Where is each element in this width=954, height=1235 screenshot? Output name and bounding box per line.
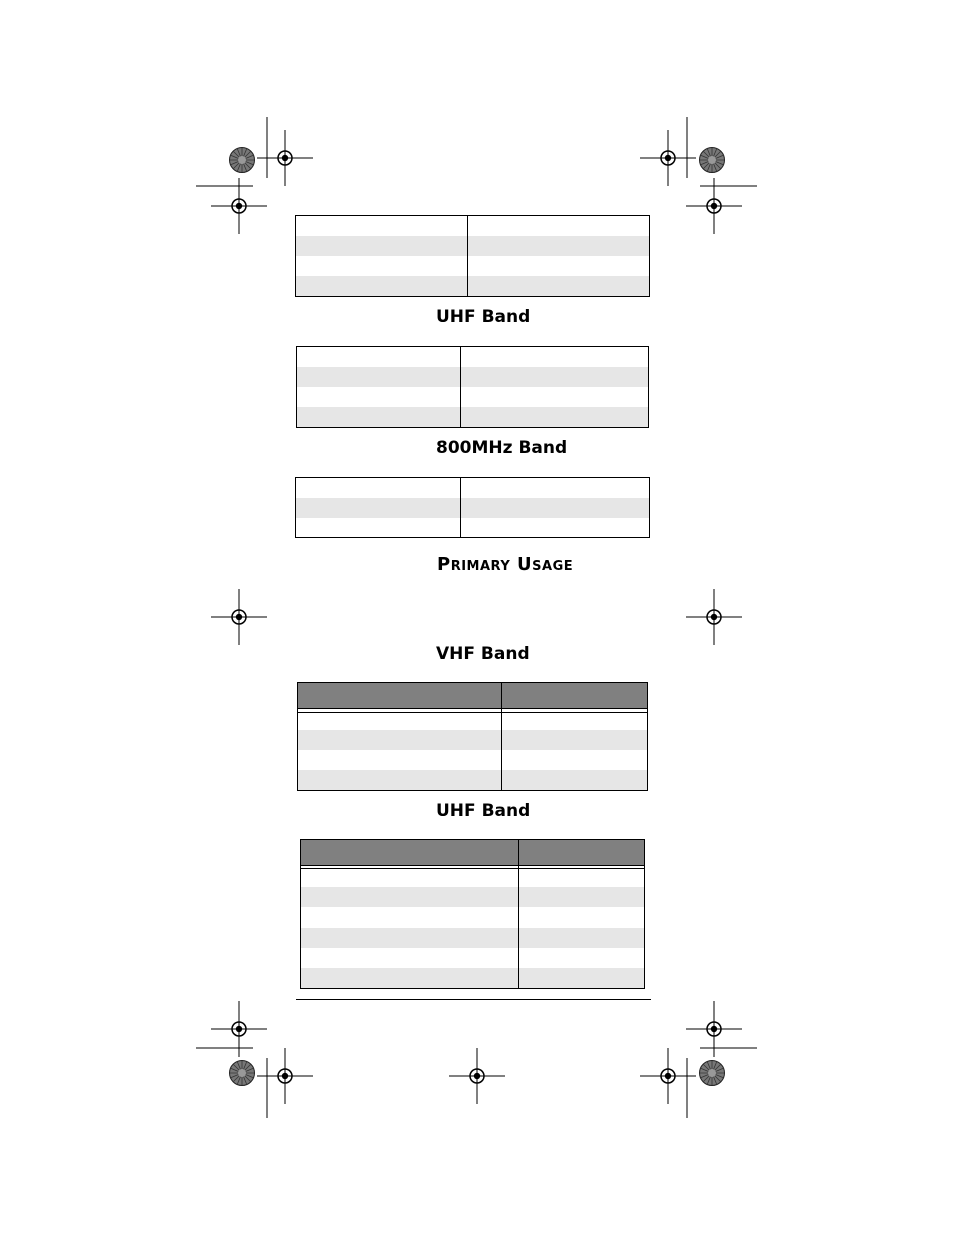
footer-rule: [296, 999, 651, 1000]
table-row: [301, 968, 644, 988]
primary-usage-p: P: [437, 554, 451, 575]
color-wheel-icon: [230, 148, 255, 173]
table-row: [296, 498, 649, 518]
registration-mark-icon: [257, 1048, 313, 1104]
header-rule: [298, 712, 647, 713]
table-row: [298, 730, 647, 750]
primary-usage-rimary: RIMARY: [450, 559, 511, 574]
column-divider: [467, 216, 468, 296]
registration-mark-icon: [449, 1048, 505, 1104]
column-divider: [460, 347, 461, 427]
color-wheel-icon: [700, 1061, 725, 1086]
registration-mark-icon: [211, 589, 267, 645]
table-row: [297, 407, 648, 427]
table-row: [298, 770, 647, 790]
uhf-band-heading-2: UHF Band: [436, 801, 531, 821]
registration-mark-icon: [640, 130, 696, 186]
usage-uhf-table: [300, 839, 645, 989]
vhf-band-heading: VHF Band: [436, 644, 530, 664]
column-divider: [501, 683, 502, 790]
table-row: [301, 887, 644, 907]
table-row: [301, 928, 644, 948]
registration-mark-icon: [257, 130, 313, 186]
registration-mark-icon: [686, 1001, 742, 1057]
uhf-band-heading: UHF Band: [436, 307, 531, 327]
vhf-band-table: [295, 215, 650, 297]
header-rule: [301, 868, 644, 869]
table-row: [297, 367, 648, 387]
color-wheel-icon: [230, 1061, 255, 1086]
usage-vhf-table: [297, 682, 648, 791]
800mhz-band-heading: 800MHz Band: [436, 438, 568, 458]
table-header: [298, 683, 647, 709]
primary-usage-u: U: [517, 554, 533, 575]
column-divider: [518, 840, 519, 988]
800mhz-band-table: [295, 477, 650, 538]
registration-mark-icon: [640, 1048, 696, 1104]
registration-mark-icon: [686, 589, 742, 645]
table-row: [296, 276, 649, 296]
column-divider: [460, 478, 461, 537]
color-wheel-icon: [700, 148, 725, 173]
uhf-band-table: [296, 346, 649, 428]
table-row: [296, 236, 649, 256]
primary-usage-heading: [437, 554, 573, 575]
registration-mark-icon: [211, 1001, 267, 1057]
table-header: [301, 840, 644, 866]
primary-usage-sage: SAGE: [532, 559, 574, 574]
